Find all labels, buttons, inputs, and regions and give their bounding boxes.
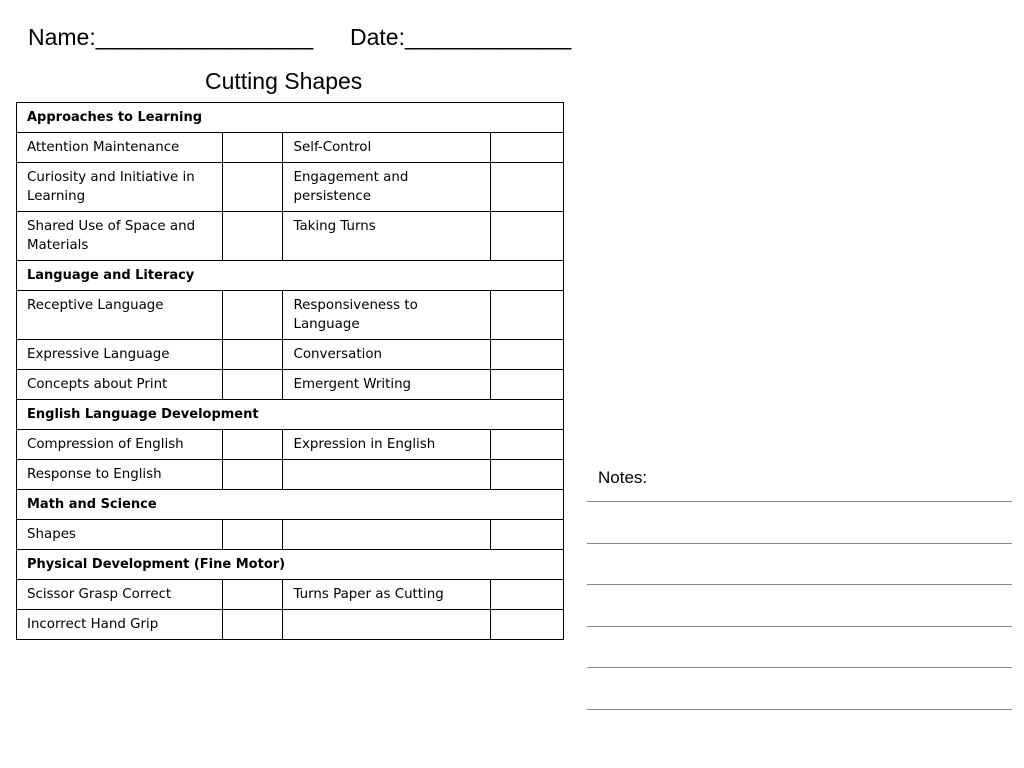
rating-cell[interactable] — [222, 460, 283, 490]
note-line[interactable] — [587, 667, 1012, 668]
rating-cell[interactable] — [222, 291, 283, 340]
skill-label: Expressive Language — [17, 340, 223, 370]
table-row — [17, 291, 564, 340]
section-header-row — [17, 550, 564, 580]
skill-label: Taking Turns — [283, 212, 491, 261]
skill-label: Shared Use of Space and Materials — [17, 212, 223, 261]
note-line[interactable] — [587, 501, 1012, 502]
rating-cell[interactable] — [491, 340, 564, 370]
rating-cell[interactable] — [491, 460, 564, 490]
skill-label: Concepts about Print — [17, 370, 223, 400]
name-field[interactable]: Name:_________________ — [28, 24, 314, 50]
skill-label: Receptive Language — [17, 291, 223, 340]
rating-cell[interactable] — [222, 580, 283, 610]
rating-cell[interactable] — [222, 430, 283, 460]
section-heading: Language and Literacy — [17, 261, 564, 291]
note-line[interactable] — [587, 626, 1012, 627]
rating-cell[interactable] — [222, 133, 283, 163]
skill-label: Emergent Writing — [283, 370, 491, 400]
table-row — [17, 610, 564, 640]
date-field[interactable]: Date:_____________ — [350, 24, 572, 50]
skill-label: Response to English — [17, 460, 223, 490]
table-row — [17, 520, 564, 550]
skill-label: Scissor Grasp Correct — [17, 580, 223, 610]
notes-label: Notes: — [598, 468, 648, 487]
note-line[interactable] — [587, 543, 1012, 544]
rating-cell[interactable] — [491, 520, 564, 550]
table-row — [17, 340, 564, 370]
rating-cell[interactable] — [491, 291, 564, 340]
skill-label: Incorrect Hand Grip — [17, 610, 223, 640]
section-heading: Physical Development (Fine Motor) — [17, 550, 564, 580]
skill-label — [283, 610, 491, 640]
skill-label: Shapes — [17, 520, 223, 550]
rating-cell[interactable] — [491, 212, 564, 261]
skill-label: Compression of English — [17, 430, 223, 460]
skill-label: Engagement and persistence — [283, 163, 491, 212]
skill-label: Curiosity and Initiative in Learning — [17, 163, 223, 212]
rating-cell[interactable] — [222, 163, 283, 212]
skill-label: Turns Paper as Cutting — [283, 580, 491, 610]
table-row — [17, 212, 564, 261]
table-row — [17, 460, 564, 490]
skill-label: Expression in English — [283, 430, 491, 460]
rating-cell[interactable] — [491, 610, 564, 640]
rating-cell[interactable] — [222, 340, 283, 370]
rating-cell[interactable] — [491, 370, 564, 400]
table-row — [17, 163, 564, 212]
rating-cell[interactable] — [491, 163, 564, 212]
table-row — [17, 430, 564, 460]
section-heading: Approaches to Learning — [17, 103, 564, 133]
section-heading: Math and Science — [17, 490, 564, 520]
page-title: Cutting Shapes — [205, 68, 363, 94]
note-line[interactable] — [587, 709, 1012, 710]
skill-label: Self-Control — [283, 133, 491, 163]
rating-cell[interactable] — [222, 370, 283, 400]
skill-label — [283, 520, 491, 550]
section-heading: English Language Development — [17, 400, 564, 430]
rating-cell[interactable] — [222, 610, 283, 640]
note-line[interactable] — [587, 584, 1012, 585]
section-header-row — [17, 400, 564, 430]
assessment-table — [16, 102, 564, 640]
table-row — [17, 133, 564, 163]
skill-label: Responsiveness to Language — [283, 291, 491, 340]
skill-label: Conversation — [283, 340, 491, 370]
skill-label: Attention Maintenance — [17, 133, 223, 163]
rating-cell[interactable] — [491, 430, 564, 460]
section-header-row — [17, 261, 564, 291]
skill-label — [283, 460, 491, 490]
rating-cell[interactable] — [222, 520, 283, 550]
rating-cell[interactable] — [491, 133, 564, 163]
section-header-row — [17, 490, 564, 520]
rating-cell[interactable] — [222, 212, 283, 261]
table-row — [17, 370, 564, 400]
table-row — [17, 580, 564, 610]
rating-cell[interactable] — [491, 580, 564, 610]
section-header-row — [17, 103, 564, 133]
